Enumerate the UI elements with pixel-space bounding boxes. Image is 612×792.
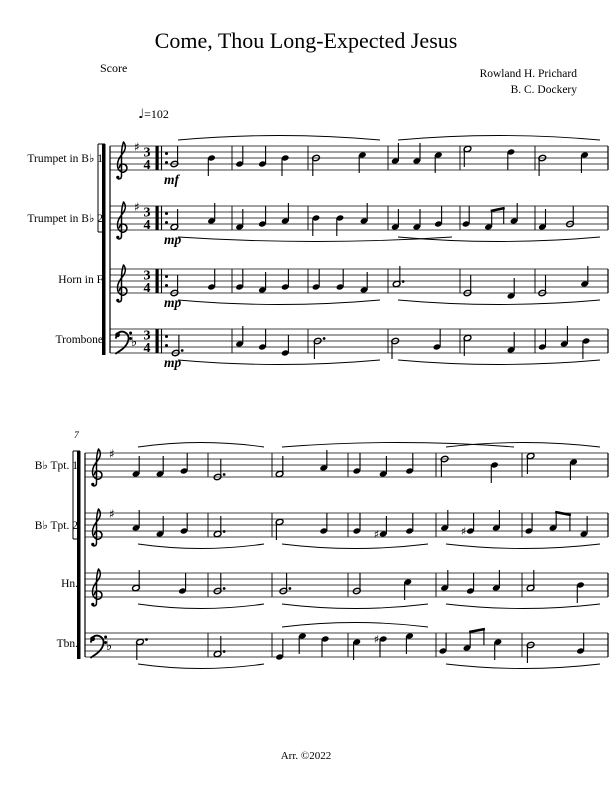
measure xyxy=(312,203,368,236)
staff-trumpet2 xyxy=(110,200,608,247)
system-1 xyxy=(98,136,608,371)
treble-clef-icon xyxy=(116,202,127,239)
svg-text:♯: ♯ xyxy=(134,200,140,214)
svg-text:4: 4 xyxy=(143,281,151,296)
measure xyxy=(526,570,584,603)
measure xyxy=(463,332,515,356)
measure xyxy=(275,513,328,540)
treble-clef-icon xyxy=(116,265,127,302)
measure xyxy=(526,633,584,663)
measure xyxy=(439,629,502,660)
svg-text:mf: mf xyxy=(164,172,179,187)
slur xyxy=(138,664,264,669)
measure xyxy=(462,203,518,231)
copyright-footer: Arr. ©2022 xyxy=(280,750,332,762)
instrument-label-trumpet1: B♭ Tpt. 1 xyxy=(34,459,78,472)
slur xyxy=(398,300,600,305)
svg-text:4: 4 xyxy=(143,341,151,356)
slur xyxy=(138,604,264,609)
slur xyxy=(398,237,600,242)
measure xyxy=(353,632,414,660)
slur xyxy=(178,300,380,305)
measure xyxy=(353,573,412,600)
slur xyxy=(398,360,600,365)
measure xyxy=(170,203,216,231)
measure xyxy=(235,146,289,176)
instrument-label-trumpet1: Trumpet in B♭ 1 xyxy=(27,152,103,165)
staff-trombone xyxy=(110,326,608,370)
measure xyxy=(440,455,498,483)
svg-text:mp: mp xyxy=(164,295,182,310)
slur xyxy=(446,604,600,609)
instrument-label-trumpet2: Trumpet in B♭ 2 xyxy=(27,212,103,225)
tempo-value: =102 xyxy=(144,107,169,121)
instrument-label-horn: Horn in F xyxy=(58,273,103,286)
composer-name: Rowland H. Prichard xyxy=(479,68,577,80)
svg-text:♯: ♯ xyxy=(460,524,467,538)
system-2 xyxy=(73,443,608,669)
slur xyxy=(282,443,514,448)
staff-trumpet2 xyxy=(85,507,608,549)
arranger-name: B. C. Dockery xyxy=(510,84,577,96)
slur xyxy=(446,443,600,448)
score-label: Score xyxy=(100,61,128,75)
slur xyxy=(178,136,380,141)
measure xyxy=(313,337,325,359)
instrument-label-trombone: Tbn. xyxy=(56,637,78,650)
slur xyxy=(138,443,264,448)
svg-text:3: 3 xyxy=(143,328,151,344)
treble-clef-icon xyxy=(91,569,102,606)
staff-trumpet1 xyxy=(110,136,608,188)
svg-text:♭: ♭ xyxy=(131,335,138,350)
slur xyxy=(446,544,600,549)
slur xyxy=(282,623,428,628)
svg-text:♯: ♯ xyxy=(373,527,380,541)
measure xyxy=(235,203,289,231)
quarter-note-icon: ♩ xyxy=(138,107,145,122)
measure-number: 7 xyxy=(74,431,79,441)
measure xyxy=(275,632,329,660)
measure xyxy=(170,269,216,297)
svg-text:♭: ♭ xyxy=(106,639,113,654)
slur xyxy=(282,604,428,609)
slur xyxy=(398,136,600,141)
page-title: Come, Thou Long-Expected Jesus xyxy=(154,28,458,53)
svg-text:mp: mp xyxy=(164,355,182,370)
system-bracket xyxy=(102,144,106,355)
treble-clef-icon xyxy=(116,142,127,179)
treble-clef-icon xyxy=(91,509,102,546)
staff-trombone xyxy=(85,623,608,669)
svg-text:♯: ♯ xyxy=(134,140,140,154)
staff-horn xyxy=(85,569,608,609)
instrument-label-trumpet2: B♭ Tpt. 2 xyxy=(34,519,78,532)
svg-text:mp: mp xyxy=(164,232,182,247)
staff-horn xyxy=(110,265,608,310)
svg-text:3: 3 xyxy=(143,268,151,284)
measure xyxy=(440,510,500,538)
svg-text:3: 3 xyxy=(143,145,151,161)
measure xyxy=(391,329,441,359)
instrument-label-horn: Hn. xyxy=(61,577,78,590)
measure xyxy=(132,510,188,538)
slur xyxy=(178,360,380,365)
svg-text:4: 4 xyxy=(143,158,151,173)
instrument-label-trombone: Trombone xyxy=(55,333,103,346)
slur xyxy=(282,544,428,549)
measure xyxy=(526,452,577,480)
system-bracket xyxy=(77,451,81,659)
measure xyxy=(538,326,590,359)
slur xyxy=(138,544,264,549)
treble-clef-icon xyxy=(91,449,102,486)
staff-trumpet1 xyxy=(85,443,608,487)
slur xyxy=(446,664,600,669)
svg-text:♯: ♯ xyxy=(109,447,115,461)
svg-text:♯: ♯ xyxy=(109,507,115,521)
measure xyxy=(275,450,328,478)
svg-text:3: 3 xyxy=(143,205,151,221)
svg-text:4: 4 xyxy=(143,218,151,233)
svg-text:♯: ♯ xyxy=(373,632,380,646)
